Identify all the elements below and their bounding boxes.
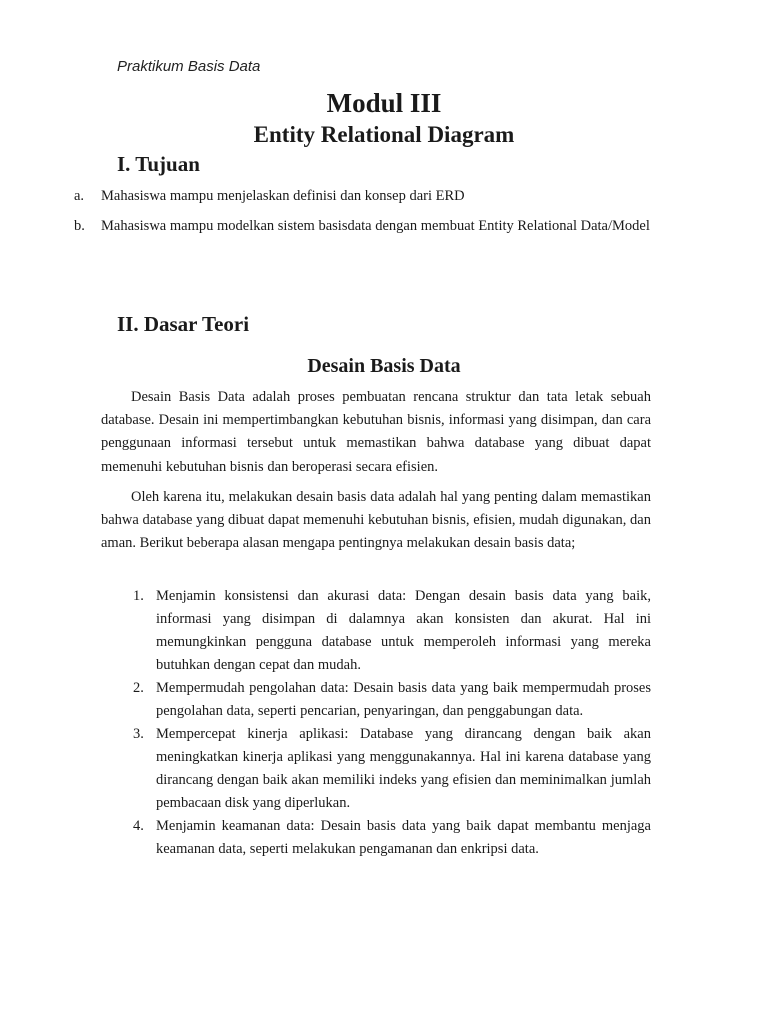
section-heading-dasar-teori: II. Dasar Teori <box>117 312 250 336</box>
body-paragraph: Oleh karena itu, melakukan desain basis data adalah hal yang penting dalam memastikan bahwa database yang dibuat dapat memenuhi kebutuhan bisnis, efisien, mudah digunakan, dan aman. Berikut beberapa alasan mengapa pentingnya melakukan desain basis data; <box>101 489 651 552</box>
body-paragraph: Desain Basis Data adalah proses pembuatan rencana struktur dan tata letak sebuah database. Desain ini mempertimbangkan kebutuhan bisnis, informasi yang disimpan, dan cara penggunaan informasi tersebut untuk memastikan bahwa database yang dibuat dapat memenuhi kebutuhan bisnis dan beroperasi secara efisien. <box>101 389 651 475</box>
objective-text: Mahasiswa mampu menjelaskan definisi dan konsep dari ERD <box>101 188 465 204</box>
list-marker: 3. <box>133 726 144 742</box>
reason-text: Menjamin konsistensi dan akurasi data: Dengan desain basis data yang baik, informasi yang disimpan di dalamnya akan konsisten dan akurat. Hal ini memungkinkan pengguna database untuk memperoleh informasi yang mereka butuhkan dengan cepat dan mudah. <box>156 588 651 673</box>
list-marker: 1. <box>133 588 144 604</box>
objective-text: Mahasiswa mampu modelkan sistem basisdata dengan membuat Entity Relational Data/Model <box>101 218 650 234</box>
reason-text: Menjamin keamanan data: Desain basis data yang baik dapat membantu menjaga keamanan data, seperti melakukan pengamanan dan enkripsi data. <box>156 818 651 857</box>
list-marker: 4. <box>133 818 144 834</box>
reason-list-item <box>101 815 651 861</box>
list-marker: 2. <box>133 680 144 696</box>
objective-item <box>74 185 651 208</box>
reason-list-item <box>101 677 651 723</box>
header-note: Praktikum Basis Data <box>117 58 261 75</box>
subsection-heading: Desain Basis Data <box>307 355 461 377</box>
module-subtitle: Entity Relational Diagram <box>253 122 515 147</box>
section-heading-tujuan: I. Tujuan <box>117 152 200 176</box>
objective-item <box>74 215 651 238</box>
module-title: Modul III <box>326 88 442 118</box>
reason-text: Mempercepat kinerja aplikasi: Database yang dirancang dengan baik akan meningkatkan kinerja aplikasi yang menggunakannya. Hal ini karena database yang dirancang dengan baik akan memiliki indeks yang efisien dan meminimalkan jumlah pembacaan disk yang diperlukan. <box>156 726 651 811</box>
list-marker: b. <box>74 218 85 234</box>
list-marker: a. <box>74 188 85 204</box>
reason-list-item <box>101 723 651 815</box>
reason-list-item <box>101 585 651 677</box>
reason-text: Mempermudah pengolahan data: Desain basis data yang baik mempermudah proses pengolahan data, seperti pencarian, penyaringan, dan penggabungan data. <box>156 680 651 719</box>
